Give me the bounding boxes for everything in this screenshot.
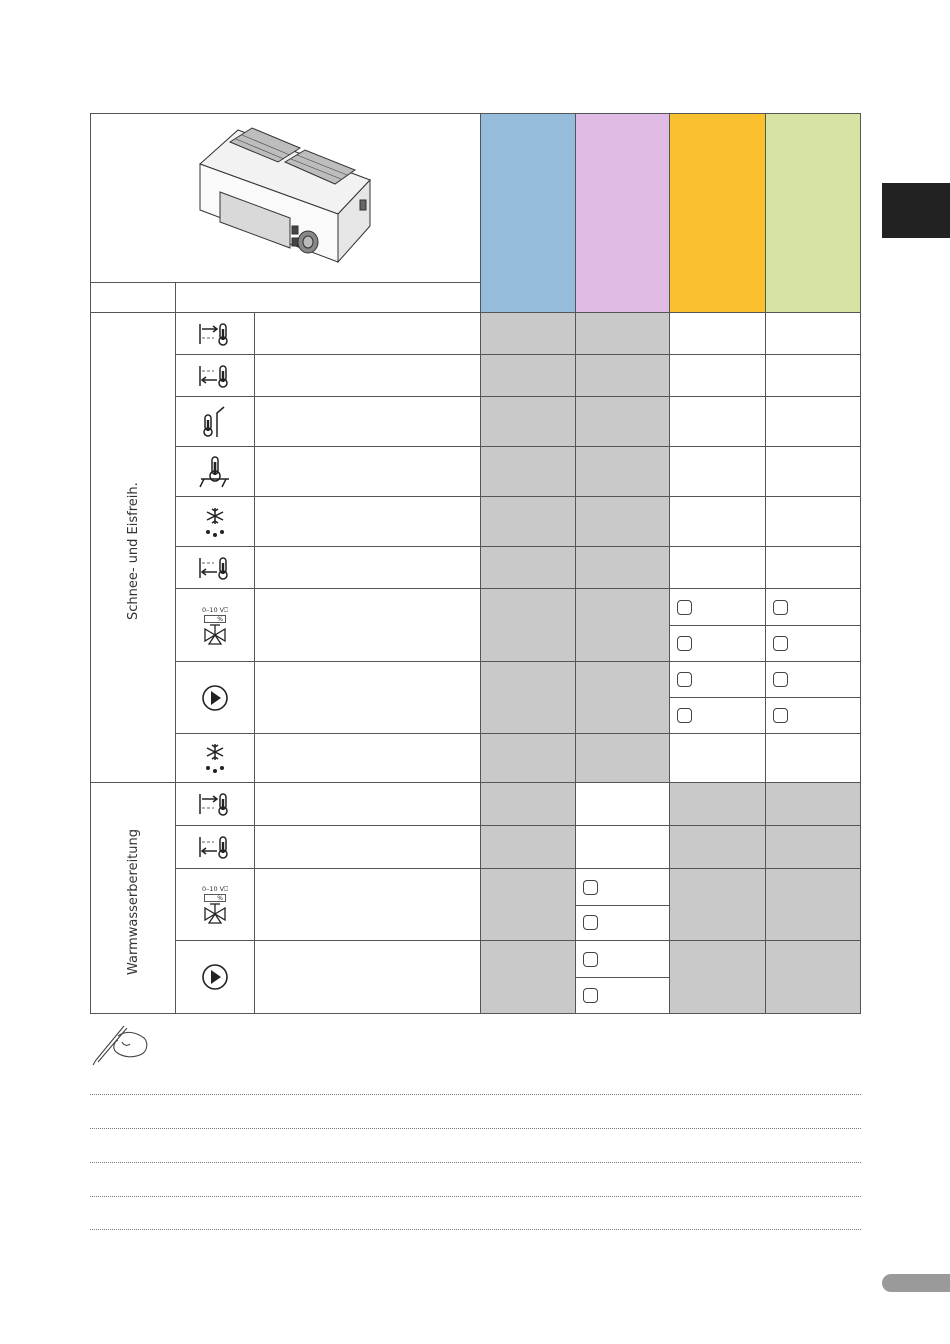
chapter-tab — [882, 183, 950, 238]
note-line — [90, 1128, 861, 1129]
option-checkbox[interactable] — [773, 600, 788, 615]
controller-device-image — [190, 122, 380, 272]
flow-temperature-icon — [176, 783, 254, 825]
cell-unavailable — [481, 869, 575, 905]
note-line — [90, 1229, 861, 1230]
cell-unavailable — [481, 977, 575, 1013]
cell-unavailable — [576, 697, 669, 733]
option-checkbox[interactable] — [677, 672, 692, 687]
column-header-pink — [576, 114, 669, 312]
cell-unavailable — [670, 905, 765, 940]
outdoor-temperature-icon — [176, 397, 254, 446]
cell-unavailable — [481, 697, 575, 733]
option-checkbox[interactable] — [583, 952, 598, 967]
cell-unavailable — [766, 826, 860, 868]
cell-unavailable — [766, 941, 860, 977]
cell-unavailable — [670, 941, 765, 977]
option-checkbox[interactable] — [677, 708, 692, 723]
column-header-green — [766, 114, 860, 312]
option-checkbox[interactable] — [583, 880, 598, 895]
note-line — [90, 1094, 861, 1095]
note-line — [90, 1162, 861, 1163]
pump-icon — [176, 941, 254, 1013]
snow-moisture-icon — [176, 497, 254, 546]
cell-unavailable — [481, 905, 575, 940]
cell-unavailable — [576, 734, 669, 782]
cell-unavailable — [670, 869, 765, 905]
option-checkbox[interactable] — [773, 636, 788, 651]
cell-unavailable — [481, 313, 575, 354]
option-checkbox[interactable] — [773, 672, 788, 687]
cell-unavailable — [576, 497, 669, 546]
cell-unavailable — [670, 826, 765, 868]
option-checkbox[interactable] — [773, 708, 788, 723]
note-line — [90, 1196, 861, 1197]
option-checkbox[interactable] — [583, 915, 598, 930]
cell-unavailable — [576, 397, 669, 446]
cell-unavailable — [481, 734, 575, 782]
cell-unavailable — [481, 662, 575, 697]
ground-temperature-icon — [176, 447, 254, 496]
row-divider — [176, 1013, 861, 1014]
return-temperature-icon — [176, 355, 254, 396]
cell-unavailable — [766, 905, 860, 940]
cell-unavailable — [481, 497, 575, 546]
cell-unavailable — [576, 313, 669, 354]
cell-unavailable — [481, 783, 575, 825]
cell-unavailable — [481, 826, 575, 868]
group-label-hot-water: Warmwasserbereitung — [126, 828, 141, 975]
cell-unavailable — [766, 977, 860, 1013]
cell-unavailable — [481, 447, 575, 496]
cell-unavailable — [766, 783, 860, 825]
cell-unavailable — [481, 397, 575, 446]
option-checkbox[interactable] — [583, 988, 598, 1003]
cell-unavailable — [481, 589, 575, 625]
cell-unavailable — [576, 547, 669, 588]
cell-unavailable — [481, 547, 575, 588]
cell-unavailable — [576, 625, 669, 661]
mixing-valve-icon: 0–10 V⎕ % — [176, 869, 254, 940]
cell-unavailable — [576, 589, 669, 625]
cell-unavailable — [670, 977, 765, 1013]
cell-unavailable — [576, 355, 669, 396]
column-header-yellow — [670, 114, 765, 312]
return-temperature-icon — [176, 547, 254, 588]
group-label-snow: Schnee- und Eisfreih. — [126, 482, 141, 620]
notes-hand-icon — [88, 1022, 152, 1066]
cell-unavailable — [766, 869, 860, 905]
option-checkbox[interactable] — [677, 600, 692, 615]
return-temperature-icon — [176, 826, 254, 868]
cell-unavailable — [481, 941, 575, 977]
mixing-valve-icon: 0–10 V⎕ % — [176, 589, 254, 661]
option-checkbox[interactable] — [677, 636, 692, 651]
snow-moisture-icon — [176, 734, 254, 782]
page-indicator — [882, 1274, 950, 1292]
flow-temperature-icon — [176, 313, 254, 354]
cell-unavailable — [481, 355, 575, 396]
column-header-blue — [481, 114, 575, 312]
cell-unavailable — [576, 447, 669, 496]
cell-unavailable — [670, 783, 765, 825]
cell-unavailable — [481, 625, 575, 661]
cell-unavailable — [576, 662, 669, 697]
pump-icon — [176, 662, 254, 733]
